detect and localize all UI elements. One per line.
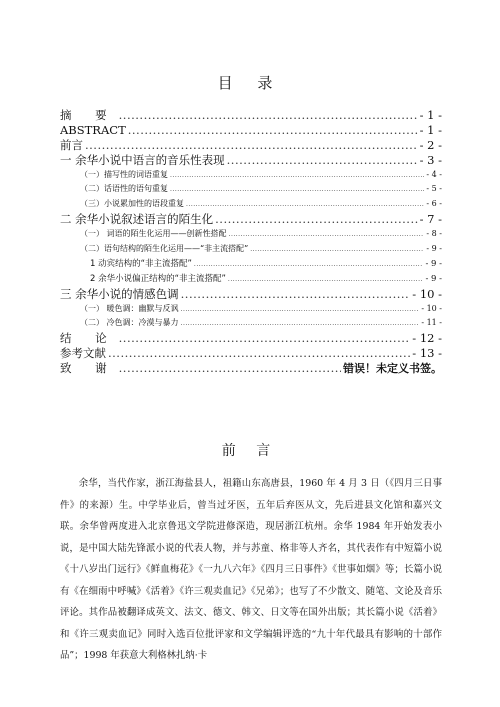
toc-entry-text: ABSTRACT	[60, 122, 126, 137]
toc-entry-text: （二）话语性的语句重复	[80, 184, 168, 194]
toc-leader-dots	[227, 153, 418, 168]
toc-leader-dots	[181, 303, 420, 317]
toc-leader-dots	[181, 317, 420, 331]
toc-leader-dots	[119, 331, 411, 346]
toc-entry-abstract-cn[interactable]	[60, 108, 442, 123]
toc-entry-chapter-1[interactable]	[60, 153, 442, 168]
toc-leader-dots	[108, 346, 410, 361]
toc-leader-dots	[215, 212, 417, 227]
toc-leader-dots	[194, 258, 424, 272]
toc-entry-section-2-1[interactable]	[60, 227, 442, 242]
toc-entry-section-2-2[interactable]	[60, 242, 442, 257]
toc-entry-page: - 9 -	[426, 244, 442, 254]
toc-entry-page: - 11 -	[421, 318, 442, 328]
toc-leader-dots	[119, 361, 341, 376]
toc-leader-dots	[250, 243, 424, 257]
toc-leader-dots	[170, 169, 424, 183]
preface-body	[60, 473, 442, 667]
toc-entry-text: （三）小说累加性的语段重复	[80, 199, 184, 209]
toc-entry-text: 结 论	[60, 331, 117, 346]
toc-entry-section-1-1[interactable]	[60, 168, 442, 183]
toc-entry-text: 2 余华小说偏正结构的“非主流搭配”	[90, 273, 226, 284]
toc-leader-dots	[170, 183, 424, 197]
toc-entry-page: - 8 -	[426, 229, 442, 239]
toc-entry-acknowledgements[interactable]	[60, 361, 442, 376]
toc-entry-page: - 9 -	[425, 258, 442, 269]
toc-entry-text: （一） 词语的陌生化运用——创新性搭配	[80, 229, 227, 239]
toc-leader-dots	[85, 138, 418, 153]
toc-entry-page: - 4 -	[426, 169, 442, 179]
toc-entry-section-3-1[interactable]	[60, 302, 442, 317]
toc-entry-text: 前言	[60, 137, 83, 152]
toc-entry-text: 参考文献	[60, 346, 106, 361]
toc-entry-text: 三 余华小说的情感色调	[60, 286, 179, 301]
toc-leader-dots	[186, 198, 424, 212]
toc-entry-section-3-2[interactable]	[60, 316, 442, 331]
toc-entry-text: （二）语句结构的陌生化运用——“非主流搭配”	[80, 244, 249, 254]
toc-entry-page: - 6 -	[426, 199, 442, 209]
toc-entry-page: - 1 -	[419, 108, 442, 122]
toc-entry-text: （一）描写性的词语重复	[80, 169, 168, 179]
toc-entry-text: （二） 冷色调：冷漠与暴力	[80, 318, 179, 328]
toc-entry-page: - 12 -	[412, 331, 442, 346]
toc-entry-page: - 2 -	[419, 137, 442, 152]
toc-entry-page: - 3 -	[419, 152, 442, 167]
toc-entry-subsection-2-2-2[interactable]	[60, 272, 442, 287]
toc-leader-dots	[229, 228, 425, 242]
toc-entry-page: - 10 -	[421, 303, 442, 313]
toc-bookmark-error: 错误！未定义书签。	[343, 362, 442, 376]
toc-entry-preface[interactable]	[60, 138, 442, 153]
toc-entry-page: - 1 -	[419, 122, 442, 137]
toc-leader-dots	[119, 108, 418, 123]
toc-leader-dots	[128, 123, 418, 138]
toc-leader-dots	[228, 273, 424, 287]
preface-title: 前 言	[221, 443, 279, 459]
toc-entry-text: （一） 暖色调：幽默与反讽	[80, 303, 179, 313]
toc-leader-dots	[181, 287, 411, 302]
toc-entry-references[interactable]	[60, 346, 442, 361]
toc-entry-section-1-3[interactable]	[60, 197, 442, 212]
toc-entry-text: 致 谢	[60, 361, 117, 376]
table-of-contents	[60, 108, 442, 376]
toc-entry-abstract-en[interactable]	[60, 123, 442, 138]
toc-entry-page: - 5 -	[426, 184, 442, 194]
toc-entry-page: - 7 -	[419, 212, 442, 227]
toc-entry-page: - 9 -	[425, 273, 442, 284]
toc-entry-subsection-2-2-1[interactable]	[60, 257, 442, 272]
toc-entry-text: 二 余华小说叙述语言的陌生化	[60, 212, 214, 227]
toc-entry-page: - 13 -	[412, 346, 442, 361]
toc-title: 目 录	[217, 74, 283, 92]
toc-entry-conclusion[interactable]	[60, 331, 442, 346]
toc-entry-chapter-3[interactable]	[60, 287, 442, 302]
toc-entry-page: - 10 -	[412, 286, 442, 301]
toc-entry-text: 摘 要	[60, 108, 117, 122]
preface-paragraph: 余华，当代作家，浙江海盐县人，祖籍山东高唐县，1960 年 4 月 3 日（《四月三日事件》的来源）生。中学毕业后，曾当过牙医，五年后弃医从文，先后进县文化馆和嘉兴文联。余华曾两度进入北京鲁迅文学院进修深造，现居浙江杭州。余华 1984 年开始发表小说，是中国大陆先锋派小说的代表人物，并与苏童、格非等人齐名，其代表作有中短篇小说《十八岁出门远行》《鲜血梅花》《一九八六年》《四月三日事件》《世事如烟》等；长篇小说有《在细雨中呼喊》《活着》《许三观卖血记》《兄弟》；也写了不少散文、随笔、文论及音乐评论。其作品被翻译成英文、法文、德文、韩文、日文等在国外出版；其长篇小说《活着》和《许三观卖血记》同时入选百位批评家和文学编辑评选的“九十年代最具有影响的十部作品”；1998 年获意大利格林扎纳·卡	[60, 478, 442, 661]
toc-entry-chapter-2[interactable]	[60, 212, 442, 227]
toc-entry-text: 一 余华小说中语言的音乐性表现	[60, 152, 225, 167]
toc-entry-section-1-2[interactable]	[60, 182, 442, 197]
toc-entry-text: 1 动宾结构的“非主流搭配”	[90, 258, 192, 269]
